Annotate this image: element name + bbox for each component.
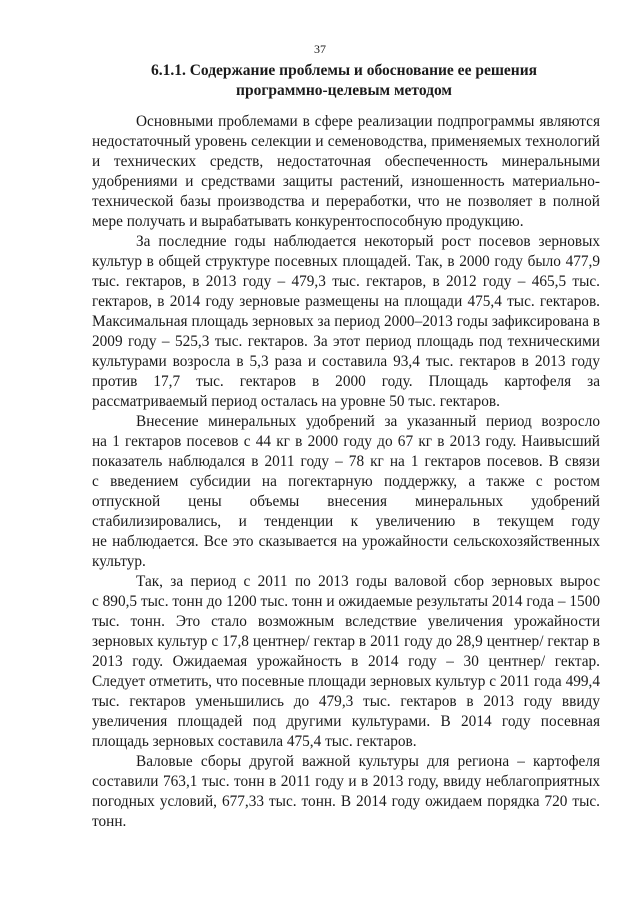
text-line: рассматриваемый период осталась на уровне 50 тыс. гектаров. xyxy=(92,393,500,410)
text-line: Внесение минеральных удобрений за указанный период возросло xyxy=(136,413,600,430)
text-line: стабилизировались, и тенденции к увеличению в текущем году xyxy=(92,513,600,530)
text-line: площадь зерновых составила 475,4 тыс. гектаров. xyxy=(92,733,417,750)
text-line: увеличения площадей под другими культурами. В 2014 году посевная xyxy=(92,713,600,730)
text-line: культур в общей структуре посевных площадей. Так, в 2000 году было 477,9 xyxy=(92,253,600,270)
text-line: отпускной цены объемы внесения минеральных удобрений xyxy=(92,493,600,510)
text-line: тыс. гектаров уменьшились до 479,3 тыс. гектаров в 2013 году ввиду xyxy=(92,693,600,710)
paragraph xyxy=(92,412,600,572)
page-number: 37 xyxy=(314,42,326,56)
text-line: с 890,5 тыс. тонн до 1200 тыс. тонн и ожидаемые результаты 2014 года – 1500 xyxy=(92,593,600,610)
text-line: культур. xyxy=(92,553,146,570)
text-line: составили 763,1 тыс. тонн в 2011 году и в 2013 году, ввиду неблагоприятных xyxy=(92,773,600,790)
text-line: тыс. гектаров, в 2013 году – 479,3 тыс. гектаров, в 2012 году – 465,5 тыс. xyxy=(92,273,600,290)
text-line: Валовые сборы другой важной культуры для региона – картофеля xyxy=(136,753,600,770)
text-line: технической базы производства и переработки, что не позволяет в полной xyxy=(92,193,600,210)
text-line: зерновых культур с 17,8 центнер/ гектар в 2011 году до 28,9 центнер/ гектар в xyxy=(92,633,600,650)
text-line: 2009 году – 525,3 тыс. гектаров. За этот период площадь под техническими xyxy=(92,333,600,350)
text-line: Основными проблемами в сфере реализации подпрограммы являются xyxy=(136,113,600,130)
section-heading-line-1: 6.1.1. Содержание проблемы и обоснование ее решения xyxy=(150,62,538,79)
text-line: мере получать и вырабатывать конкурентоспособную продукцию. xyxy=(92,213,524,230)
paragraph xyxy=(92,752,600,832)
text-line: против 17,7 тыс. гектаров в 2000 году. Площадь картофеля за xyxy=(92,373,600,390)
paragraph xyxy=(92,112,600,232)
text-line: Следует отметить, что посевные площади зерновых культур с 2011 года 499,4 xyxy=(92,673,600,690)
text-line: с введением субсидии на погектарную поддержку, а также с ростом xyxy=(92,473,600,490)
section-heading xyxy=(92,61,596,101)
text-line: Максимальная площадь зерновых за период 2000–2013 годы зафиксирована в xyxy=(92,313,600,330)
text-line: не наблюдается. Все это сказывается на урожайности сельскохозяйственных xyxy=(92,533,600,550)
text-line: недостаточный уровень селекции и семеноводства, применяемых технологий xyxy=(92,133,600,150)
text-line: удобрениями и средствами защиты растений, изношенность материально- xyxy=(92,173,600,190)
text-line: культурами возросла в 5,3 раза и составила 93,4 тыс. гектаров в 2013 году xyxy=(92,353,600,370)
paragraph xyxy=(92,572,600,752)
text-line: показатель наблюдался в 2011 году – 78 кг на 1 гектаров посевов. В связи xyxy=(92,453,600,470)
section-heading-line-2: программно-целевым методом xyxy=(236,82,452,99)
text-line: на 1 гектаров посевов с 44 кг в 2000 году до 67 кг в 2013 году. Наивысший xyxy=(92,433,600,450)
text-line: гектаров, в 2014 году зерновые размещены на площади 475,4 тыс. гектаров. xyxy=(92,293,600,310)
text-line: тыс. тонн. Это стало возможным вследствие увеличения урожайности xyxy=(92,613,600,630)
text-line: и технических средств, недостаточная обеспеченность минеральными xyxy=(92,153,600,170)
body-text xyxy=(92,112,600,832)
paragraph xyxy=(92,232,600,412)
text-line: погодных условий, 677,33 тыс. тонн. В 2014 году ожидаем порядка 720 тыс. xyxy=(92,793,600,810)
text-line: За последние годы наблюдается некоторый рост посевов зерновых xyxy=(136,233,600,250)
text-line: 2013 году. Ожидаемая урожайность в 2014 году – 30 центнер/ гектар. xyxy=(92,653,600,670)
text-line: тонн. xyxy=(92,813,127,830)
text-line: Так, за период с 2011 по 2013 годы валовой сбор зерновых вырос xyxy=(136,573,600,590)
